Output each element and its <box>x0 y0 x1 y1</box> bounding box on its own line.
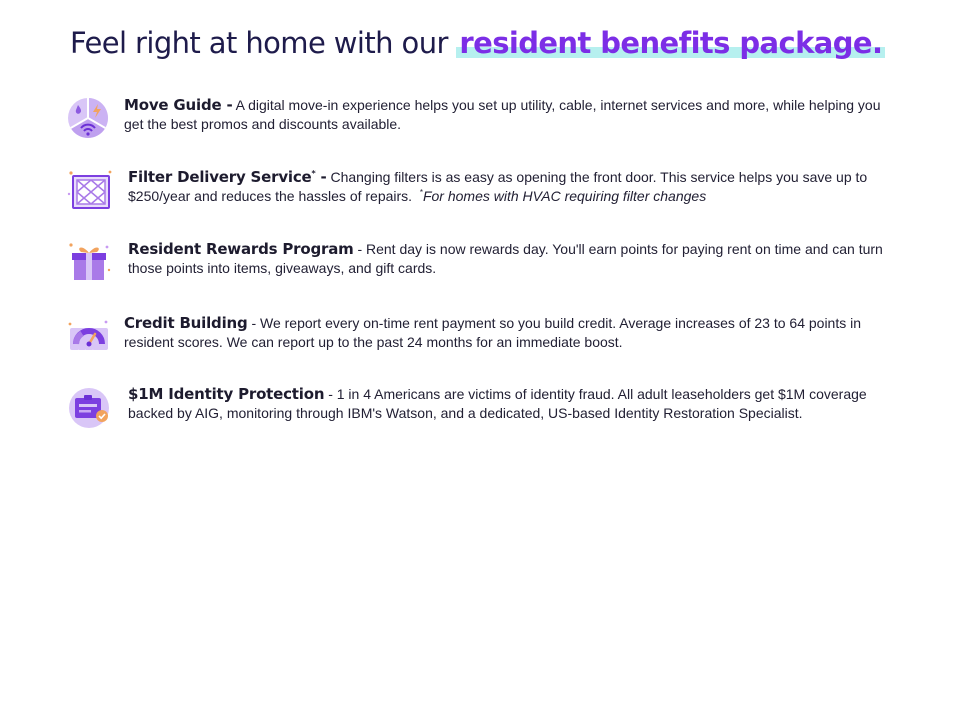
benefit-footnote: For homes with HVAC requiring filter changes <box>422 188 707 204</box>
benefit-description: - We report every on-time rent payment so you build credit. Average increases of 23 to 64 points in resident scores. We can report up to the past 24 months for an immediate boost. <box>124 315 862 350</box>
benefit-title <box>128 168 327 186</box>
benefit-title: Credit Building <box>124 314 248 332</box>
gift-icon <box>66 240 112 286</box>
benefit-title: $1M Identity Protection <box>128 385 325 403</box>
page-title <box>70 26 885 60</box>
benefit-description: - Rent day is now rewards day. You'll earn points for paying rent on time and can turn those points into items, giveaways, and gift cards. <box>128 241 883 276</box>
benefit-title-suffix: - <box>315 168 327 186</box>
benefit-resident-rewards-text <box>128 240 894 278</box>
credit-gauge-icon <box>66 314 112 360</box>
benefit-filter-delivery-text <box>128 168 894 206</box>
svg-text:★★★: ★★★ <box>75 348 97 357</box>
move-guide-icon <box>66 96 112 142</box>
title-asterisk: * <box>311 169 316 178</box>
benefit-move-guide-text <box>124 96 894 134</box>
filter-icon <box>66 168 112 214</box>
benefit-credit-building-text <box>124 314 894 352</box>
note-asterisk: * <box>419 188 423 197</box>
benefit-description: A digital move-in experience helps you set up utility, cable, internet services and more, while helping you get the best promos and discounts available. <box>124 97 881 132</box>
benefit-title: Move Guide - <box>124 96 233 114</box>
benefit-description: Changing filters is as easy as opening the front door. This service helps you save up to $250/year and reduces the hassles of repairs. <box>128 169 868 204</box>
benefit-identity-protection-text <box>128 385 894 423</box>
benefit-title: Resident Rewards Program <box>128 240 354 258</box>
benefit-description: - 1 in 4 Americans are victims of identity fraud. All adult leaseholders get $1M coverage backed by AIG, monitoring through IBM's Watson, and a dedicated, US-based Identity Restoration Specialist. <box>128 386 867 421</box>
benefit-title-text: Filter Delivery Service <box>128 168 312 186</box>
identity-card-icon <box>66 385 112 431</box>
page-title-highlight: resident benefits package. <box>456 26 885 60</box>
page-title-lead: Feel right at home with our <box>70 26 448 60</box>
